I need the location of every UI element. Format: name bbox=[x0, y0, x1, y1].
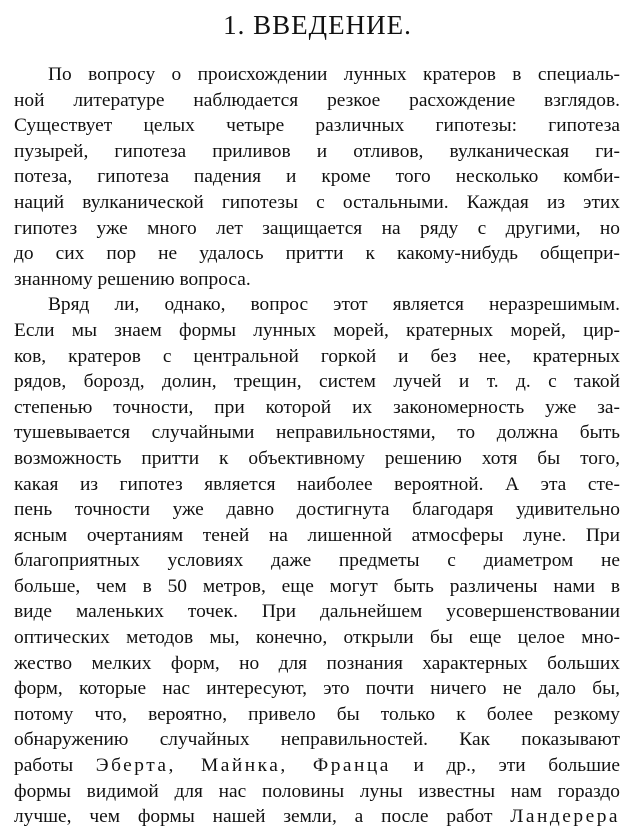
text-line bbox=[14, 753, 620, 779]
text-line: потеза, гипотеза падения и кроме того несколько комби- bbox=[14, 166, 620, 188]
body-text bbox=[14, 62, 620, 830]
text-line: гипотез уже много лет защищается на ряду с другими, но bbox=[14, 217, 620, 239]
text-line: виде маленьких точек. При дальнейшем усовершенствовании bbox=[14, 601, 620, 623]
text-line: жество мелких форм, но для познания характерных больших bbox=[14, 652, 620, 674]
text-line: рядов, борозд, долин, трещин, систем лучей и т. д. с такой bbox=[14, 371, 620, 393]
section-title: 1. ВВЕДЕНИЕ. bbox=[223, 10, 412, 40]
text-line: ной литературе наблюдается резкое расхождение взглядов. bbox=[14, 89, 620, 111]
spaced-author-names: Эберта, Майнка, Франца bbox=[95, 755, 391, 777]
text-line: Существует целых четыре различных гипотезы: гипотеза bbox=[14, 115, 620, 137]
text-segment: лучше, чем формы нашей земли, а после работ bbox=[14, 806, 511, 828]
text-line: оптических методов мы, конечно, открыли бы еще целое мно- bbox=[14, 627, 620, 649]
text-line: тушевывается случайными неправильностями, то должна быть bbox=[14, 422, 620, 444]
text-line: потому что, вероятно, привело бы только к более резкому bbox=[14, 703, 620, 725]
text-segment: и др., эти большие bbox=[390, 755, 621, 777]
text-line: пузырей, гипотеза приливов и отливов, вулканическая ги- bbox=[14, 140, 620, 162]
text-line: благоприятных условиях даже предметы с диаметром не bbox=[14, 550, 620, 572]
text-line: форм, которые нас интересуют, это почти ничего не дало бы, bbox=[14, 678, 620, 700]
spaced-author-name: Ландерера bbox=[510, 806, 620, 828]
text-line: По вопросу о происхождении лунных кратеров в специаль- bbox=[48, 64, 620, 85]
text-line: больше, чем в 50 метров, еще могут быть различены нами в bbox=[14, 575, 620, 597]
text-line: возможность притти к объективному решению хотя бы того, bbox=[14, 447, 620, 469]
text-line: степенью точности, при которой их закономерность уже за- bbox=[14, 396, 620, 418]
text-line: наций вулканической гипотезы с остальными. Каждая из этих bbox=[14, 191, 620, 213]
text-line: формы видимой для нас половины луны известны нам гораздо bbox=[14, 780, 620, 802]
text-line: знанному решению вопроса. bbox=[14, 268, 251, 290]
text-line: Если мы знаем формы лунных морей, кратерных морей, цир- bbox=[14, 319, 620, 341]
text-line: обнаружению случайных неправильностей. Как показывают bbox=[14, 729, 620, 751]
text-line: ков, кратеров с центральной горкой и без нее, кратерных bbox=[14, 345, 620, 367]
text-segment: работы bbox=[14, 755, 96, 777]
text-line: до сих пор не удалось притти к какому-нибудь общепри- bbox=[14, 243, 620, 265]
text-line: какая из гипотез является наиболее вероятной. А эта сте- bbox=[14, 473, 620, 495]
text-line bbox=[14, 804, 620, 830]
text-line: ясным очертаниям теней на лишенной атмосферы луне. При bbox=[14, 524, 620, 546]
text-line: Вряд ли, однако, вопрос этот является неразрешимым. bbox=[48, 294, 620, 316]
text-line: пень точности уже давно достигнута благодаря удивительно bbox=[14, 499, 620, 521]
